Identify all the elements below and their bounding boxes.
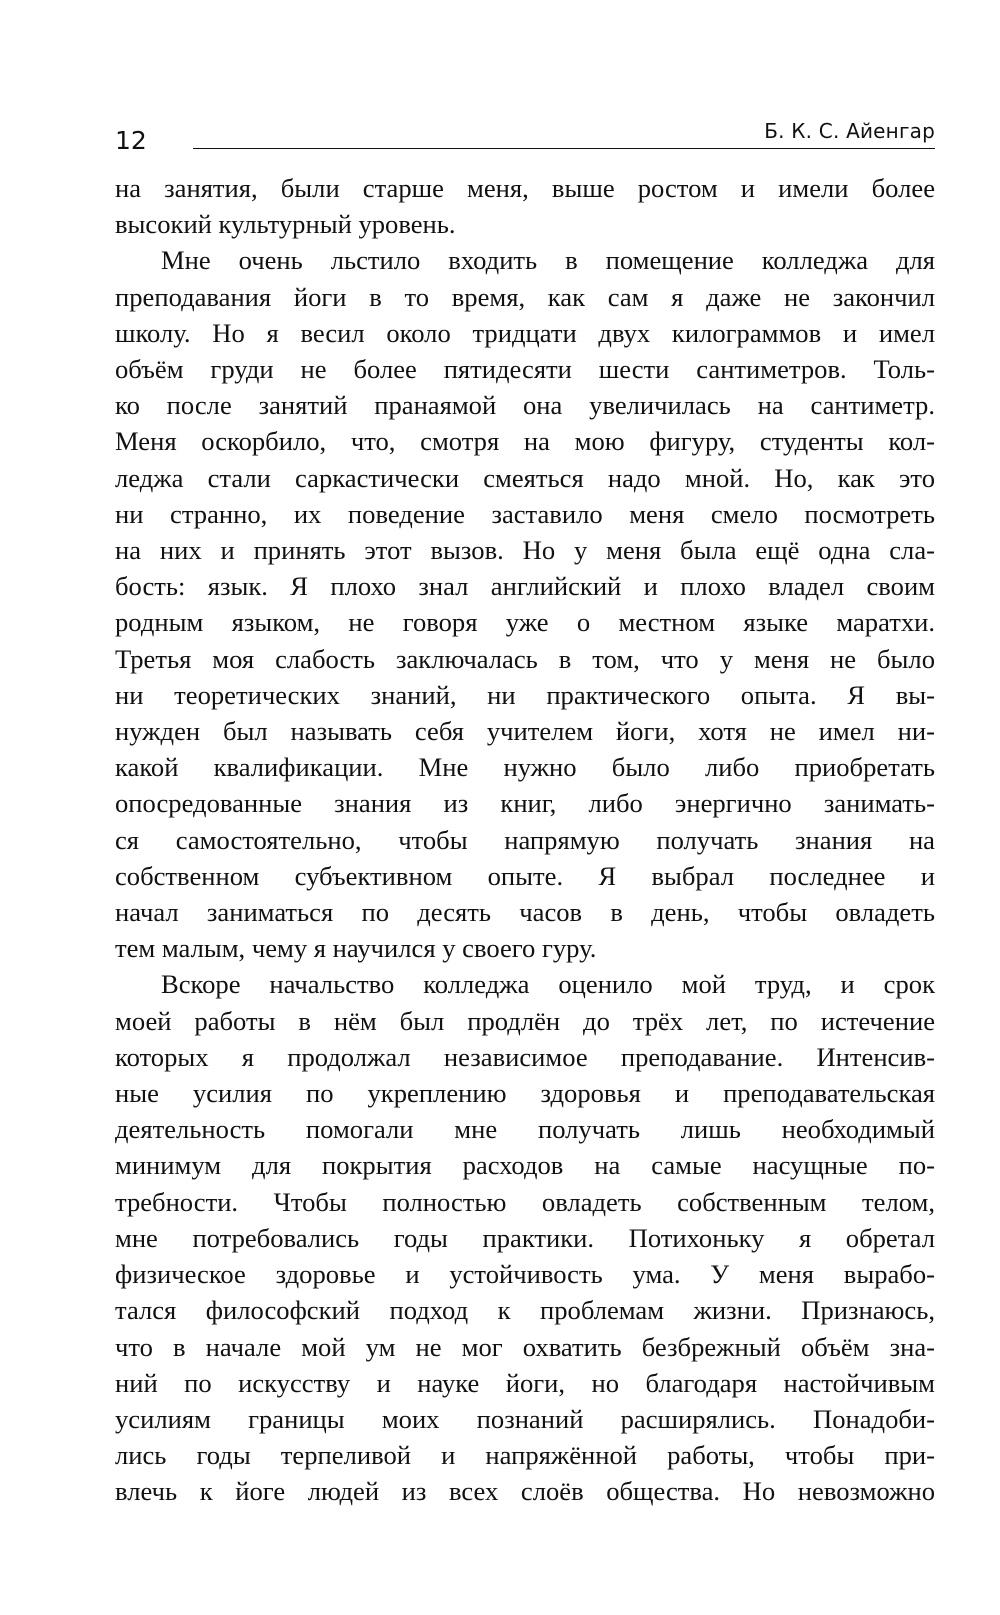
text-line: родным языком, не говоря уже о местном языке маратхи. bbox=[115, 607, 935, 638]
text-line: какой квалификации. Мне нужно было либо приобретать bbox=[115, 752, 935, 783]
text-line: тался философский подход к проблемам жизни. Признаюсь, bbox=[115, 1295, 935, 1326]
text-line: высокий культурный уровень. bbox=[115, 209, 456, 240]
text-line: Мне очень льстило входить в помещение колледжа для bbox=[161, 245, 935, 276]
page-number: 12 bbox=[115, 126, 147, 155]
text-line: преподавания йоги в то время, как сам я даже не закончил bbox=[115, 281, 935, 312]
text-line: ни странно, их поведение заставило меня смело посмотреть bbox=[115, 498, 935, 529]
text-line: что в начале мой ум не мог охватить безбрежный объём зна- bbox=[115, 1331, 935, 1362]
text-line: начал заниматься по десять часов в день, чтобы овладеть bbox=[115, 897, 935, 928]
text-line: ся самостоятельно, чтобы напрямую получать знания на bbox=[115, 824, 935, 855]
text-line: лись годы терпеливой и напряжённой работы, чтобы при- bbox=[115, 1440, 935, 1471]
text-line: моей работы в нём был продлён до трёх лет, по истечение bbox=[115, 1005, 935, 1036]
paragraph bbox=[115, 966, 935, 1509]
text-line: ний по искусству и науке йоги, но благодаря настойчивым bbox=[115, 1367, 935, 1398]
text-line: физическое здоровье и устойчивость ума. У меня вырабо- bbox=[115, 1259, 935, 1290]
header-rule bbox=[193, 148, 935, 149]
text-line: бость: язык. Я плохо знал английский и плохо владел своим bbox=[115, 571, 935, 602]
body-text bbox=[115, 170, 935, 1510]
text-line: деятельность помогали мне получать лишь необходимый bbox=[115, 1114, 935, 1145]
text-line: Вскоре начальство колледжа оценило мой труд, и срок bbox=[161, 969, 935, 1000]
text-line: опосредованные знания из книг, либо энергично занимать- bbox=[115, 788, 935, 819]
paragraph bbox=[115, 242, 935, 966]
text-line: тем малым, чему я научился у своего гуру. bbox=[115, 933, 597, 964]
page-header bbox=[115, 118, 935, 160]
text-line: нужден был называть себя учителем йоги, хотя не имел ни- bbox=[115, 716, 935, 747]
text-line: на занятия, были старше меня, выше ростом и имели более bbox=[115, 173, 935, 203]
text-line: которых я продолжал независимое преподавание. Интенсив- bbox=[115, 1041, 935, 1072]
text-line: требности. Чтобы полностью овладеть собственным телом, bbox=[115, 1186, 935, 1217]
text-line: Меня оскорбило, что, смотря на мою фигуру, студенты кол- bbox=[115, 426, 935, 457]
text-line: ко после занятий пранаямой она увеличилась на сантиметр. bbox=[115, 390, 935, 421]
text-line: Третья моя слабость заключалась в том, что у меня не было bbox=[115, 643, 935, 674]
text-line: мне потребовались годы практики. Потихоньку я обретал bbox=[115, 1222, 935, 1253]
text-line: ни теоретических знаний, ни практического опыта. Я вы- bbox=[115, 679, 935, 710]
text-line: влечь к йоге людей из всех слоёв общества. Но невозможно bbox=[115, 1476, 935, 1507]
paragraph bbox=[115, 170, 935, 242]
text-line: объём груди не более пятидесяти шести сантиметров. Толь- bbox=[115, 354, 935, 385]
text-line: ные усилия по укреплению здоровья и преподавательская bbox=[115, 1078, 935, 1109]
text-line: усилиям границы моих познаний расширялись. Понадоби- bbox=[115, 1403, 935, 1434]
text-line: на них и принять этот вызов. Но у меня была ещё одна сла- bbox=[115, 535, 935, 566]
text-line: школу. Но я весил около тридцати двух килограммов и имел bbox=[115, 317, 935, 348]
running-head-author: Б. К. С. Айенгар bbox=[764, 119, 935, 143]
text-line: леджа стали саркастически смеяться надо мной. Но, как это bbox=[115, 462, 935, 493]
text-line: собственном субъективном опыте. Я выбрал последнее и bbox=[115, 860, 935, 891]
text-line: минимум для покрытия расходов на самые насущные по- bbox=[115, 1150, 935, 1181]
